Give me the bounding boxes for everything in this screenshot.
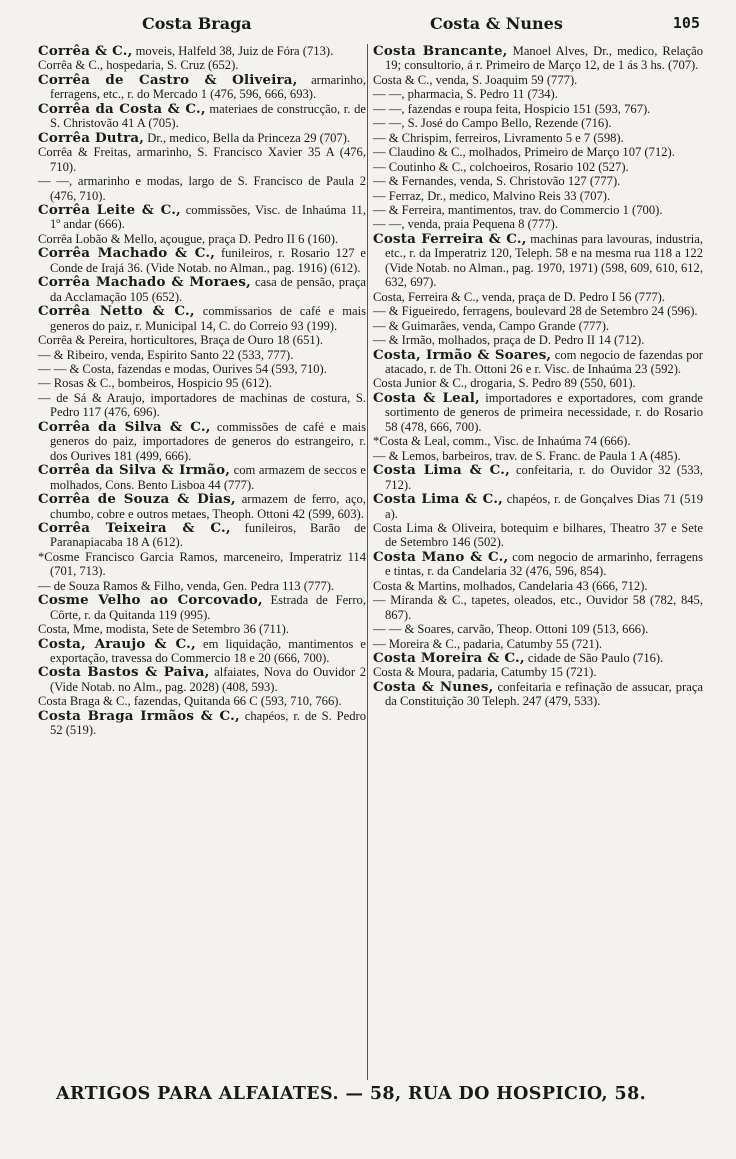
entry-text: chapéos, r. de Gonçalves Dias 71 (519 a).: [385, 492, 704, 521]
directory-entry: [38, 492, 366, 521]
directory-entry: [373, 87, 703, 101]
directory-entry: [38, 637, 366, 666]
footer-advert: ARTIGOS PARA ALFAIATES. — 58, RUA DO HOSPICIO, 58.: [56, 1084, 647, 1104]
directory-entry: [373, 449, 703, 463]
entry-text: casa de pensão, praça da Acclamação 105 (652).: [50, 275, 366, 304]
entry-text: — & Ribeiro, venda, Espirito Santo 22 (533, 777).: [38, 347, 294, 362]
entry-text: com negocio de armarinho, ferragens e tintas, r. da Candelaria 32 (476, 596, 854).: [385, 549, 703, 579]
directory-entry: [373, 463, 703, 492]
entry-heading: Cosme Velho ao Corcovado,: [38, 592, 263, 609]
entry-heading: Costa & Nunes,: [373, 678, 494, 695]
entry-text: — —, pharmacia, S. Pedro 11 (734).: [373, 87, 558, 102]
entry-text: Costa & Moura, padaria, Catumby 15 (721).: [373, 665, 597, 680]
entry-text: Costa Braga & C., fazendas, Quitanda 66 C (593, 710, 766).: [38, 694, 342, 709]
directory-entry: [373, 319, 703, 333]
directory-entry: [373, 376, 703, 390]
entry-text: funileiros, r. Rosario 127 e Conde de Irajá 36. (Vide Notab. no Alman., pag. 1916) (612).: [50, 246, 366, 275]
column-divider: [367, 44, 368, 1080]
directory-entry: [373, 290, 703, 304]
directory-entry: [38, 694, 366, 708]
entry-heading: Corrêa Machado & Moraes,: [38, 274, 251, 291]
running-head-left: Costa Braga: [142, 14, 252, 33]
entry-heading: Corrêa & C.,: [38, 43, 133, 59]
directory-entry: [38, 246, 366, 275]
directory-entry: [373, 434, 703, 448]
directory-entry: [373, 102, 703, 116]
entry-heading: Corrêa da Costa & C.,: [38, 100, 206, 117]
directory-entry: [373, 651, 703, 665]
entry-text: commissarios de café e mais generos do paiz, r. Municipal 14, C. do Correio 93 (199).: [50, 304, 366, 333]
entry-heading: Corrêa de Souza & Dias,: [38, 491, 236, 508]
directory-entry: [373, 217, 703, 231]
entry-text: — —, fazendas e roupa feita, Hospicio 151 (593, 767).: [373, 101, 651, 116]
entry-text: — & Fernandes, venda, S. Christovão 127 (777).: [373, 174, 621, 189]
entry-text: — Coutinho & C., colchoeiros, Rosario 102 (527).: [373, 159, 629, 174]
entry-text: Manoel Alves, Dr., medico, Relação 19; consultorio, á r. Primeiro de Março 12, de 1 ás 3 hs. (707).: [385, 44, 703, 73]
entry-text: — Claudino & C., molhados, Primeiro de Março 107 (712).: [373, 145, 675, 160]
entry-text: — —, armarinho e modas, largo de S. Francisco de Paula 2 (476, 710).: [38, 174, 366, 203]
entry-heading: Corrêa da Silva & Irmão,: [38, 462, 231, 479]
directory-entry: [38, 420, 366, 463]
entry-text: — — & Soares, carvão, Theop. Ottoni 109 (513, 666).: [373, 622, 649, 637]
entry-text: machinas para lavouras, industria, etc., r. da Imperatriz 120, Teleph. 58 e na mesma rua 118 a 122 (Vide Notab. no Alman., pag. 1970, 1971) (598, 609, 610, 612, 632, 697).: [385, 231, 704, 290]
entry-text: commissões, Visc. de Inhaúma 11, 1º andar (666).: [50, 202, 366, 232]
directory-entry: [373, 131, 703, 145]
entry-text: — Ferraz, Dr., medico, Malvino Reis 33 (707).: [373, 188, 611, 203]
directory-entry: [38, 376, 366, 390]
entry-text: — Miranda & C., tapetes, oleados, etc., Ouvidor 58 (782, 845, 867).: [373, 593, 703, 622]
entry-text: Corrêa & C., hospedaria, S. Cruz (652).: [38, 58, 239, 73]
entry-text: em liquidação, mantimentos e exportação, travessa do Commercio 18 e 20 (666, 700).: [50, 636, 367, 666]
entry-text: Corrêa Lobão & Mello, açougue, praça D. Pedro II 6 (160).: [38, 231, 339, 246]
entry-heading: Costa Lima & C.,: [373, 462, 510, 479]
entry-heading: Corrêa Teixeira & C.,: [38, 519, 231, 536]
entry-text: — de Souza Ramos & Filho, venda, Gen. Pedra 113 (777).: [38, 578, 335, 593]
directory-entry: [373, 550, 703, 579]
entry-heading: Corrêa da Silva & C.,: [38, 418, 211, 435]
directory-entry: [38, 348, 366, 362]
directory-entry: [38, 579, 366, 593]
directory-entry: [38, 362, 366, 376]
running-head-right: Costa & Nunes: [430, 14, 563, 33]
entry-text: — —, venda, praia Pequena 8 (777).: [373, 217, 559, 232]
entry-text: — & Figueiredo, ferragens, boulevard 28 de Setembro 24 (596).: [373, 304, 698, 319]
directory-entry: [373, 665, 703, 679]
directory-entry: [373, 593, 703, 622]
directory-entry: [38, 391, 366, 420]
directory-entry: [373, 174, 703, 188]
right-column: [373, 44, 703, 709]
directory-entry: [38, 145, 366, 174]
entry-heading: Costa, Araujo & C.,: [38, 635, 196, 652]
entry-text: confeitaria, r. do Ouvidor 32 (533, 712).: [385, 463, 704, 492]
directory-entry: [373, 145, 703, 159]
directory-entry: [373, 203, 703, 217]
entry-text: armarinho, ferragens, etc., r. do Mercado 1 (476, 596, 666, 693).: [50, 72, 366, 102]
entry-heading: Costa Braga Irmãos & C.,: [38, 707, 240, 724]
directory-entry: [38, 709, 366, 738]
entry-text: Costa, Ferreira & C., venda, praça de D. Pedro I 56 (777).: [373, 289, 666, 304]
directory-entry: [373, 73, 703, 87]
directory-entry: [38, 232, 366, 246]
entry-text: confeitaria e refinação de assucar, praça da Constituição 30 Teleph. 247 (479, 533).: [385, 679, 704, 709]
entry-text: — & Irmão, molhados, praça de D. Pedro II 14 (712).: [373, 333, 645, 348]
directory-entry: [38, 521, 366, 550]
directory-entry: [38, 593, 366, 622]
directory-entry: [38, 174, 366, 203]
directory-entry: [373, 232, 703, 290]
entry-text: *Cosme Francisco Garcia Ramos, marceneiro, Imperatriz 114 (701, 713).: [38, 549, 366, 579]
entry-text: — Moreira & C., padaria, Catumby 55 (721).: [373, 636, 603, 651]
directory-entry: [38, 73, 366, 102]
entry-text: Costa Junior & C., drogaria, S. Pedro 89 (550, 601).: [373, 376, 636, 391]
entry-text: Costa & C., venda, S. Joaquim 59 (777).: [373, 72, 578, 87]
directory-entry: [38, 622, 366, 636]
directory-entry: [38, 203, 366, 232]
entry-text: *Costa & Leal, comm., Visc. de Inhaúma 74 (666).: [373, 434, 631, 449]
entry-heading: Costa Ferreira & C.,: [373, 230, 527, 247]
directory-entry: [373, 680, 703, 709]
directory-entry: [38, 463, 366, 492]
entry-text: — & Lemos, barbeiros, trav. de S. Franc. de Paula 1 A (485).: [373, 448, 681, 463]
entry-heading: Corrêa Leite & C.,: [38, 201, 181, 218]
directory-entry: [38, 665, 366, 694]
entry-text: — de Sá & Araujo, importadores de machinas de costura, S. Pedro 117 (476, 696).: [38, 390, 366, 420]
directory-entry: [38, 44, 366, 58]
entry-text: funileiros, Barão de Paranapiacaba 18 A (612).: [50, 520, 366, 550]
directory-entry: [373, 521, 703, 550]
entry-text: alfaiates, Nova do Ouvidor 2 (Vide Notab. no Alm., pag. 2028) (408, 593).: [50, 665, 366, 694]
entry-text: — & Ferreira, mantimentos, trav. do Commercio 1 (700).: [373, 202, 663, 217]
entry-heading: Costa Bastos & Paiva,: [38, 664, 210, 681]
directory-entry: [373, 116, 703, 130]
entry-text: Corrêa & Pereira, horticultores, Braça de Ouro 18 (651).: [38, 333, 324, 348]
entry-heading: Costa Brancante,: [373, 43, 508, 59]
entry-text: com armazem de seccos e molhados, Cons. Bento Lisboa 44 (777).: [50, 463, 366, 492]
entry-heading: Costa & Leal,: [373, 389, 480, 406]
directory-entry: [38, 304, 366, 333]
directory-entry: [38, 102, 366, 131]
directory-entry: [373, 637, 703, 651]
entry-text: — Rosas & C., bombeiros, Hospicio 95 (612).: [38, 376, 273, 391]
entry-heading: Corrêa Dutra,: [38, 129, 145, 146]
directory-entry: [373, 160, 703, 174]
entry-text: Costa Lima & Oliveira, botequim e bilhares, Theatro 37 e Sete de Setembro 146 (502).: [373, 520, 703, 550]
directory-entry: [38, 333, 366, 347]
directory-entry: [373, 333, 703, 347]
directory-entry: [373, 189, 703, 203]
entry-text: — & Guimarães, venda, Campo Grande (777).: [373, 318, 610, 333]
directory-entry: [38, 550, 366, 579]
entry-heading: Costa Moreira & C.,: [373, 650, 525, 667]
directory-entry: [373, 391, 703, 434]
entry-text: armazem de ferro, aço, chumbo, cobre e outros metaes, Theoph. Ottoni 42 (599, 603).: [50, 492, 366, 521]
entry-heading: Corrêa de Castro & Oliveira,: [38, 71, 298, 88]
entry-heading: Corrêa Machado & C.,: [38, 245, 216, 262]
entry-text: cidade de São Paulo (716).: [524, 651, 664, 666]
entry-text: Corrêa & Freitas, armarinho, S. Francisco Xavier 35 A (476, 710).: [38, 145, 366, 174]
entry-heading: Costa Mano & C.,: [373, 548, 509, 565]
entry-heading: Costa, Irmão & Soares,: [373, 346, 552, 363]
entry-text: materiaes de construcção, r. de S. Christovão 41 A (705).: [50, 101, 367, 131]
entry-text: moveis, Halfeld 38, Juiz de Fóra (713).: [132, 44, 334, 58]
entry-text: Estrada de Ferro, Côrte, r. da Quitanda 119 (995).: [50, 593, 366, 622]
directory-entry: [373, 348, 703, 377]
entry-text: importadores e exportadores, com grande sortimento de generos de primeira necessidade, r. do Rosario 58 (478, 666, 700).: [385, 390, 703, 434]
directory-entry: [38, 275, 366, 304]
entry-text: commissões de café e mais generos do paiz, importadores de generos do estrangeiro, r. dos Ourives 181 (499, 666).: [50, 419, 366, 463]
entry-text: — & Chrispim, ferreiros, Livramento 5 e 7 (598).: [373, 130, 624, 145]
entry-heading: Corrêa Netto & C.,: [38, 303, 195, 320]
directory-entry: [373, 622, 703, 636]
entry-text: Costa & Martins, molhados, Candelaria 43 (666, 712).: [373, 578, 648, 593]
entry-text: — — & Costa, fazendas e modas, Ourives 54 (593, 710).: [38, 361, 327, 376]
left-column: [38, 44, 366, 738]
directory-entry: [373, 304, 703, 318]
directory-entry: [38, 58, 366, 72]
page-number: 105: [672, 14, 700, 32]
entry-heading: Costa Lima & C.,: [373, 491, 503, 508]
entry-text: Costa, Mme, modista, Sete de Setembro 36 (711).: [38, 622, 290, 637]
directory-entry: [373, 44, 703, 73]
directory-entry: [373, 492, 703, 521]
entry-text: — —, S. José do Campo Bello, Rezende (716).: [373, 116, 612, 131]
directory-entry: [38, 131, 366, 145]
directory-entry: [373, 579, 703, 593]
entry-text: com negocio de fazendas por atacado, r. de Th. Ottoni 26 e r. Visc. de Inhaúma 23 (592).: [385, 347, 703, 376]
running-head: [38, 14, 700, 36]
entry-text: Dr., medico, Bella da Princeza 29 (707).: [144, 130, 351, 145]
entry-text: chapéos, r. de S. Pedro 52 (519).: [50, 708, 366, 738]
